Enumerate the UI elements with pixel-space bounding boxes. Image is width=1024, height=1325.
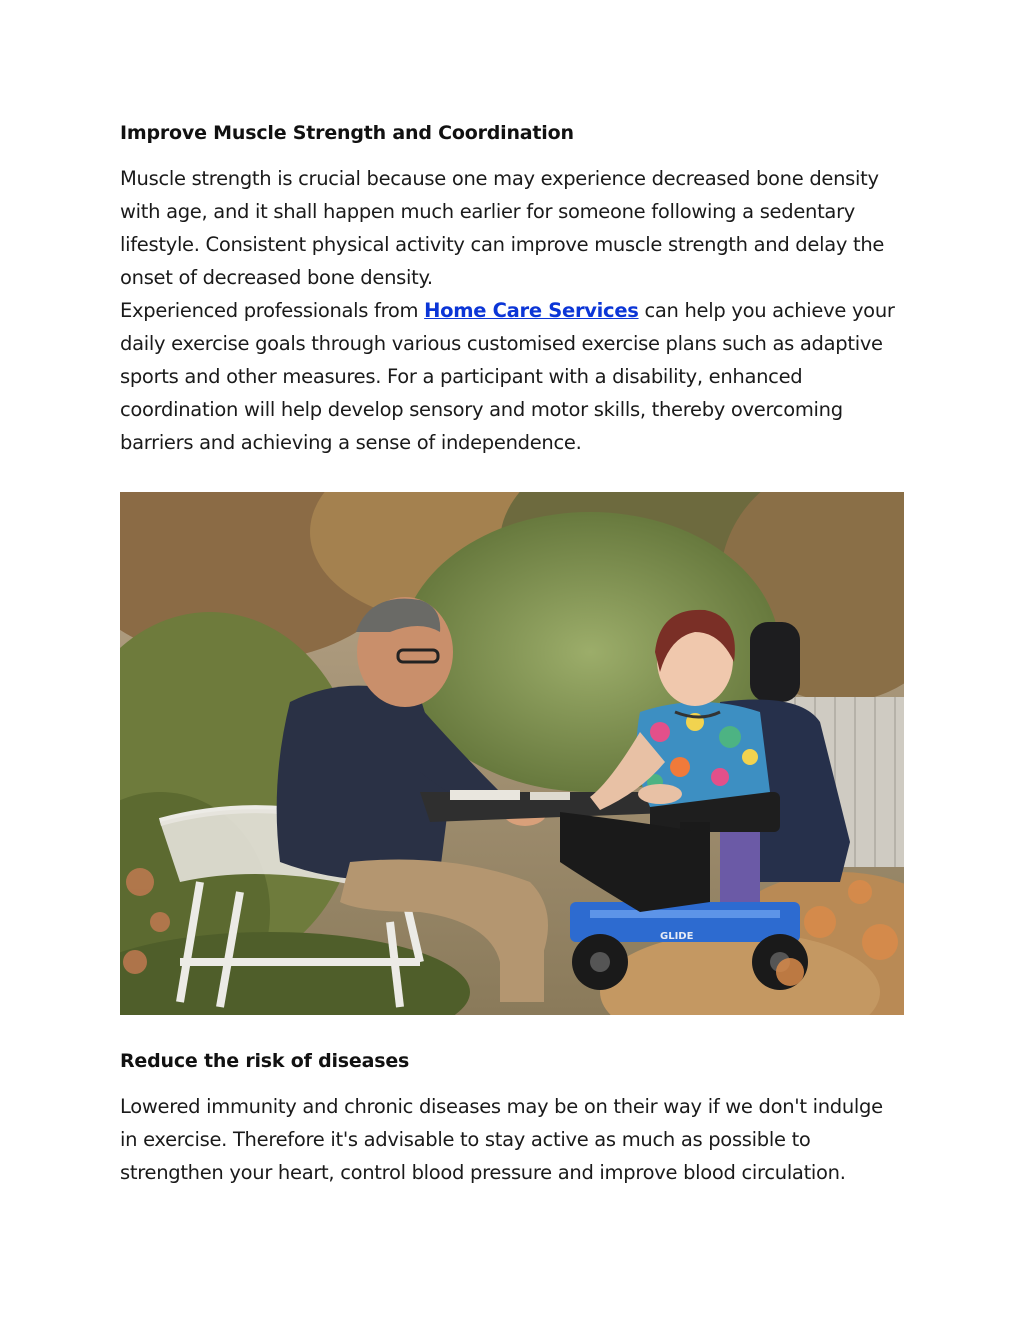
home-care-services-link[interactable]: Home Care Services [424,299,639,322]
caregiver-wheelchair-photo [120,492,904,1015]
wheelchair-brand-label: GLIDE [660,931,694,942]
paragraph-professionals-intro: Experienced professionals from [120,299,425,322]
section-body-reduce-diseases: Lowered immunity and chronic diseases may be on their way if we don't indulge in exercise. Therefore it's advisable to stay active as much as possible to strengthen your heart, control blood pressure and improve blood circulation. [120,1095,883,1184]
paragraph-professionals-rest: can help you achieve your daily exercise goals through various customised exercise plans such as adaptive sports and other measures. For a participant with a disability, enhanced coordination will help develop sensory and motor skills, thereby overcoming barriers and achieving a sense of independence. [120,299,895,454]
section-heading-reduce-diseases: Reduce the risk of diseases [120,1050,410,1072]
paragraph-bone-density: Muscle strength is crucial because one may experience decreased bone density with age, and it shall happen much earlier for someone following a sedentary lifestyle. Consistent physical activity can improve muscle strength and delay the onset of decreased bone density. [120,167,885,289]
section-heading-muscle-strength: Improve Muscle Strength and Coordination [120,122,574,144]
section-body-muscle-strength [120,162,904,459]
